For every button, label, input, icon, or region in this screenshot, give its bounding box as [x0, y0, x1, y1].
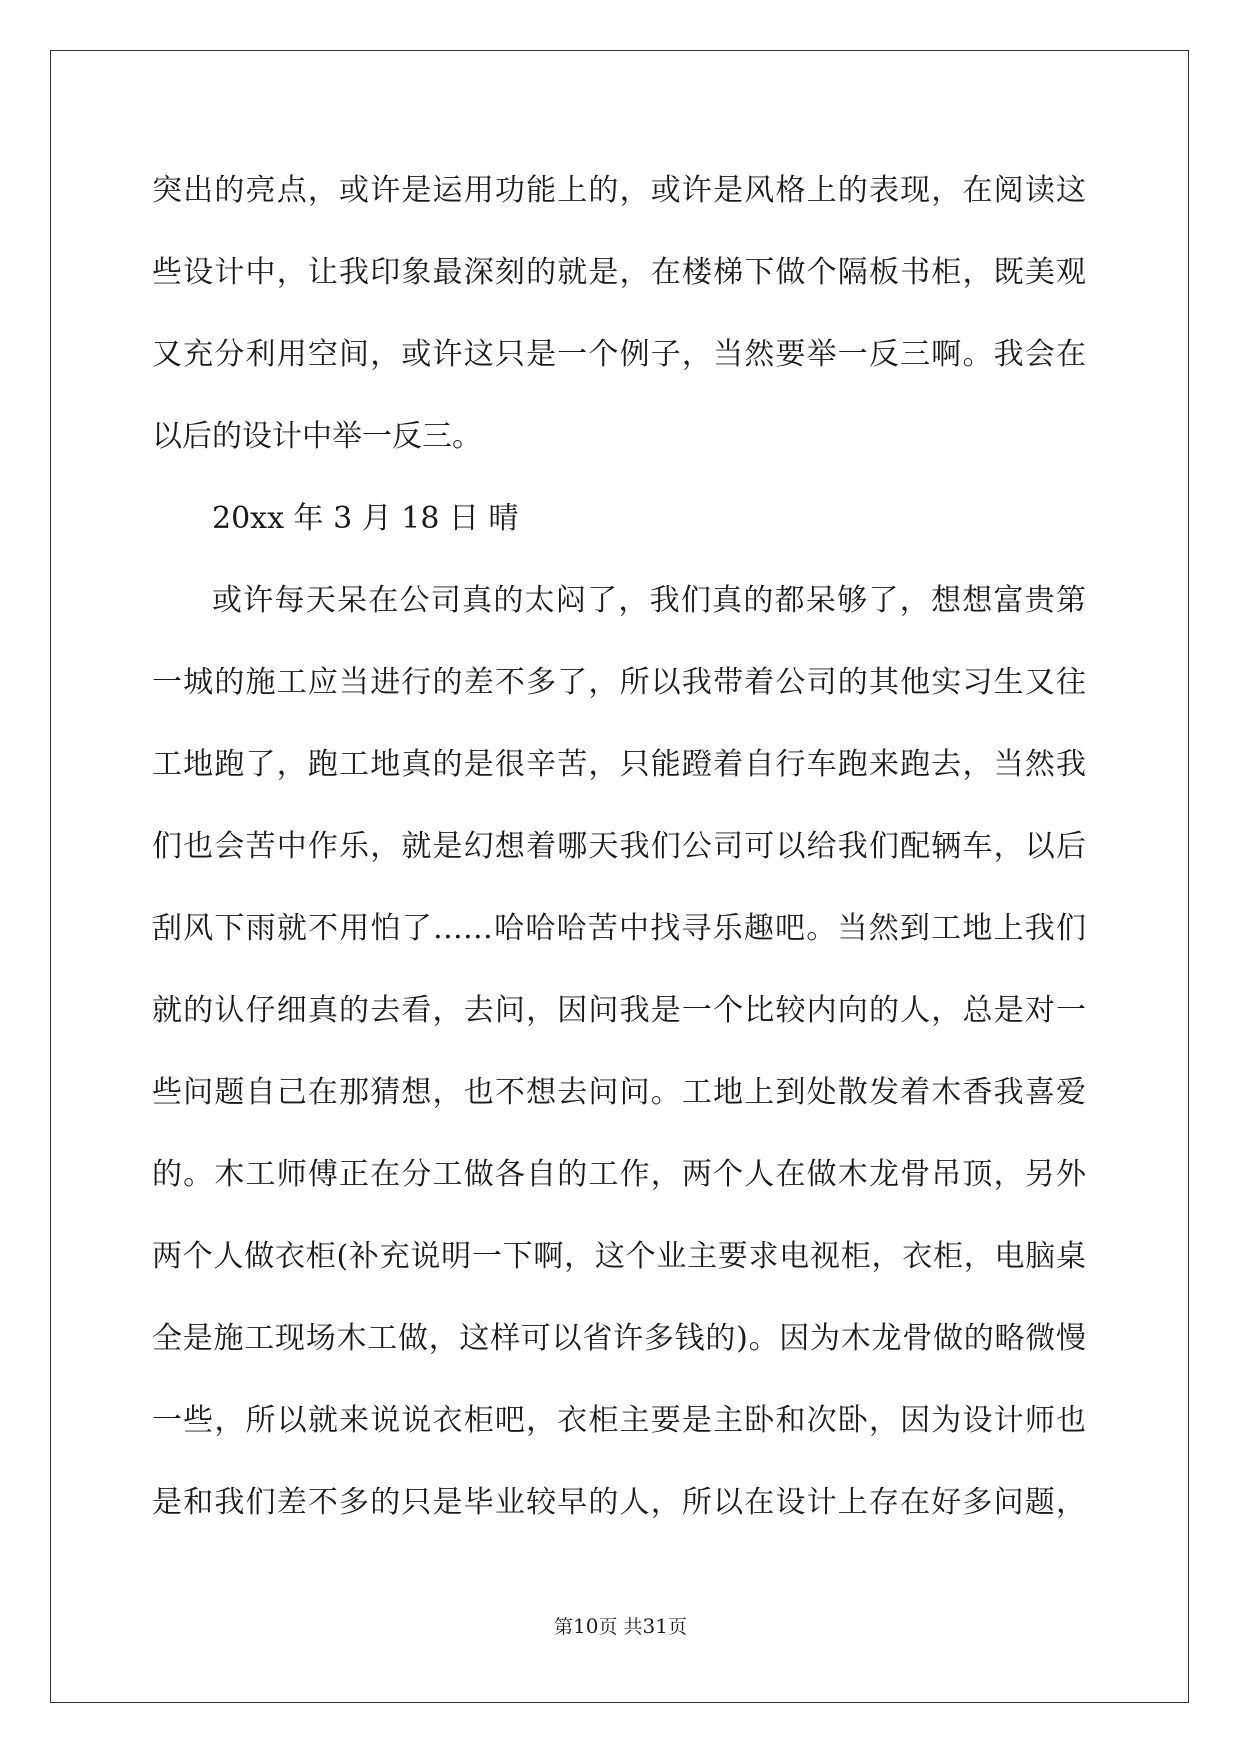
page-footer — [0, 1612, 1241, 1641]
date-heading: 20xx 年 3 月 18 日 晴 — [212, 501, 519, 536]
page-prefix: 第 — [554, 1616, 574, 1638]
text-line: 们也会苦中作乐，就是幻想着哪天我们公司可以给我们配辆车，以后 — [152, 829, 1086, 864]
page-mid: 页 共 — [598, 1616, 643, 1638]
text-line: 或许每天呆在公司真的太闷了，我们真的都呆够了，想想富贵第 — [212, 583, 1086, 618]
text-line: 全是施工现场木工做，这样可以省许多钱的)。因为木龙骨做的略微慢 — [152, 1321, 1087, 1356]
text-line: 两个人做衣柜(补充说明一下啊，这个业主要求电视柜，衣柜，电脑桌 — [152, 1239, 1086, 1274]
page-suffix: 页 — [667, 1616, 687, 1638]
text-line: 以后的设计中举一反三。 — [152, 419, 482, 454]
text-line: 一些，所以就来说说衣柜吧，衣柜主要是主卧和次卧，因为设计师也 — [152, 1403, 1086, 1438]
text-line: 刮风下雨就不用怕了……哈哈哈苦中找寻乐趣吧。当然到工地上我们 — [152, 911, 1086, 946]
text-line: 些问题自己在那猜想，也不想去问问。工地上到处散发着木香我喜爱 — [152, 1075, 1086, 1110]
text-line: 些设计中，让我印象最深刻的就是，在楼梯下做个隔板书柜，既美观 — [152, 255, 1086, 290]
text-line: 的。木工师傅正在分工做各自的工作，两个人在做木龙骨吊顶，另外 — [152, 1157, 1086, 1192]
page-number-total: 31 — [642, 1614, 668, 1638]
text-line: 工地跑了，跑工地真的是很辛苦，只能蹬着自行车跑来跑去，当然我 — [152, 747, 1086, 782]
text-line: 是和我们差不多的只是毕业较早的人，所以在设计上存在好多问题， — [152, 1485, 1086, 1520]
page-number-current: 10 — [573, 1614, 599, 1638]
text-line: 一城的施工应当进行的差不多了，所以我带着公司的其他实习生又往 — [152, 665, 1086, 700]
document-body — [152, 163, 1086, 1557]
text-line: 突出的亮点，或许是运用功能上的，或许是风格上的表现，在阅读这 — [152, 173, 1086, 208]
text-line: 就的认仔细真的去看，去问，因问我是一个比较内向的人，总是对一 — [152, 993, 1086, 1028]
text-line: 又充分利用空间，或许这只是一个例子，当然要举一反三啊。我会在 — [152, 337, 1086, 372]
